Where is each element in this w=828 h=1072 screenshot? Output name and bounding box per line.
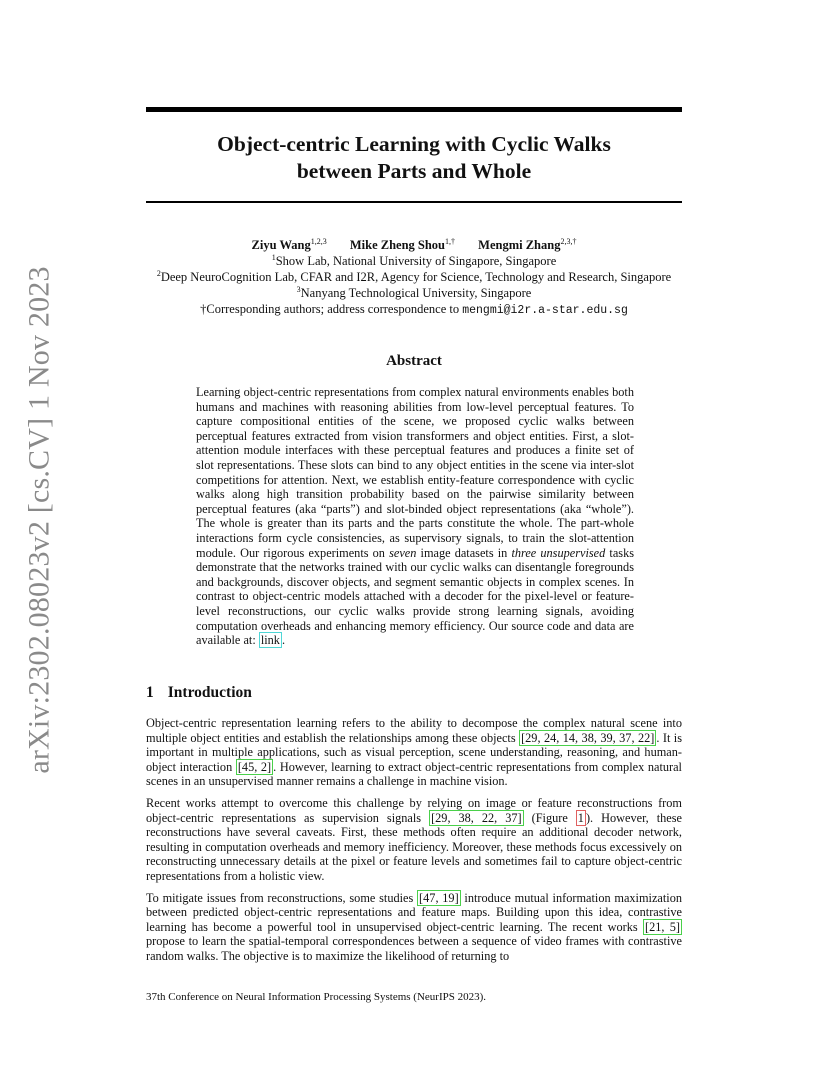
affiliation: $^1$Show Lab, National University of Singapore, Singapore (271, 253, 557, 268)
abstract-heading: Abstract (386, 353, 442, 369)
affiliation: $^2$Deep NeuroCognition Lab, CFAR and I2R, Agency for Science, Technology and Research, Singapore (156, 269, 672, 284)
section-heading (146, 684, 252, 702)
citation-link[interactable]: [29, 24, 14, 38, 39, 37, 22] (521, 730, 655, 745)
paragraph: To mitigate issues from reconstructions, some studies [47, 19] introduce mutual information maximization between predicted object-centric representations and feature maps. Building upon this idea, contrastive learning has become a powerful tool in unsupervised object-centric learning. The recent works [21, 5] propose to learn the spatial-temporal correspondences between a sequence of video frames with contrastive random walks. The objective is to maximize the likelihood of returning to (146, 890, 682, 963)
title-line-1: Object-centric Learning with Cyclic Walks (217, 132, 611, 156)
citation-link[interactable]: [21, 5] (644, 919, 680, 934)
citation-link[interactable]: [45, 2] (237, 759, 272, 774)
introduction-body (146, 716, 682, 971)
affiliation: $^3$Nanyang Technological University, Singapore (296, 285, 532, 300)
title-line-2: between Parts and Whole (296, 159, 532, 183)
conference-footer: 37th Conference on Neural Information Processing Systems (NeurIPS 2023). (146, 991, 487, 1003)
author: Ziyu Wang$^{1,2,3}$ (251, 237, 327, 252)
section-number: 1 (146, 684, 154, 701)
citation-link[interactable]: [47, 19] (419, 890, 459, 905)
author-names (146, 237, 682, 253)
author-block (146, 237, 682, 319)
paragraph: Object-centric representation learning refers to the ability to decompose the complex natural scene into multiple object entities and establish the relationships among these objects [29, 24, 14, 38, 39, 37, 22] . It is important in multiple applications, such as visual perception, scene understanding, reasoning, and human-object interaction [45, 2] . However, learning to extract object-centric representations from complex natural scenes in an unsupervised manner remains a challenge in machine vision. (146, 716, 683, 789)
citation-link[interactable]: [29, 38, 22, 37] (431, 810, 522, 825)
paper-title (146, 131, 682, 185)
section-title: Introduction (167, 684, 252, 701)
arxiv-id: arXiv:2302.08023v2 [cs.CV] 1 Nov 2023 (23, 266, 57, 774)
author: Mike Zheng Shou$^{1,\dagger}$ (349, 237, 456, 252)
corresponding-note: †Corresponding authors; address correspondence to mengmi@i2r.a-star.edu.sg (200, 302, 628, 317)
title-bottom-rule (146, 201, 682, 203)
title-top-rule (146, 107, 682, 112)
source-code-link[interactable]: link (260, 633, 280, 648)
abstract-text: Learning object-centric representations from complex natural environments enables both humans and machines with reasoning abilities from low-level perceptual features. To capture compositional entities of the scene, we proposed cyclic walks between perceptual features extracted from vision transformers and object entities. First, a slot-attention module interfaces with these perceptual features and produces a finite set of slot representations. These slots can bind to any object entities in the scene via inter-slot competitions for attention. Next, we establish entity-feature correspondence with cyclic walks along high transition probability based on the pairwise similarity between perceptual features (aka “parts”) and slot-binded object representations (aka “whole”). The whole is greater than its parts and the parts constitute the whole. The part-whole interactions form cycle consistencies, as supervisory signals, to train the slot-attention module. Our rigorous experiments on seven image datasets in three unsupervised tasks demonstrate that the networks trained with our cyclic walks can disentangle foregrounds and backgrounds, discover objects, and segment semantic objects in complex scenes. In contrast to object-centric models attached with a decoder for the pixel-level or feature-level reconstructions, our cyclic walks provide strong learning signals, avoiding computation overheads and enhancing memory efficiency. Our source code and data are available at: link . (196, 385, 634, 648)
arxiv-watermark (20, 266, 60, 774)
figure-link[interactable]: 1 (577, 810, 584, 825)
author: Mengmi Zhang$^{2,3,\dagger}$ (478, 237, 577, 252)
paragraph: Recent works attempt to overcome this challenge by relying on image or feature reconstructions from object-centric representations as supervision signals [29, 38, 22, 37] (Figure 1 ). However, these reconstructions have several caveats. First, these methods often require an additional decoder network, resulting in computation overheads and memory inefficiency. Moreover, these methods focus excessively on reconstructing unnecessary details at the pixel or feature levels and sometimes fail to capture object-centric representations from a holistic view. (146, 795, 683, 883)
email-link[interactable]: mengmi@i2r.a-star.edu.sg (462, 304, 628, 317)
